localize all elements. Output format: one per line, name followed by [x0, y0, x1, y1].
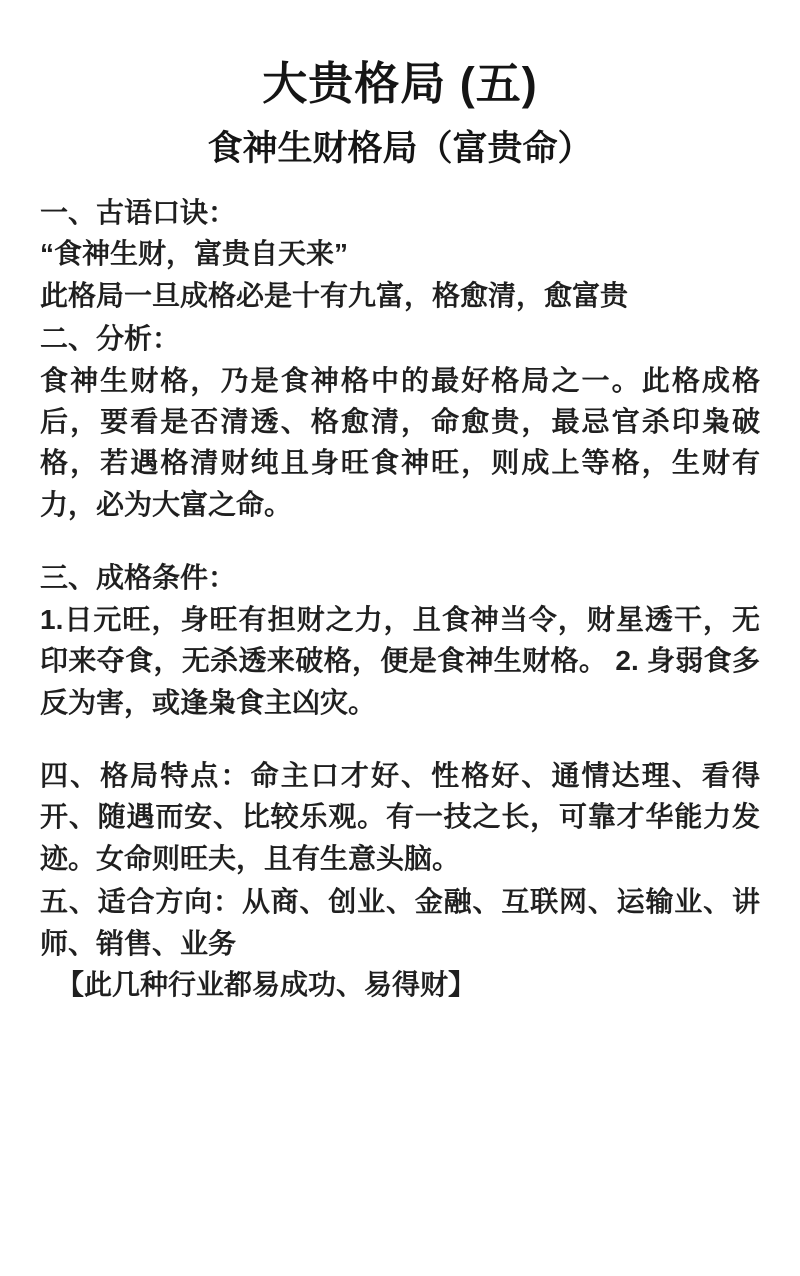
section-four-heading: 四、格局特点：: [40, 760, 251, 791]
page-subtitle: 食神生财格局（富贵命）: [207, 128, 593, 168]
section-two: [40, 318, 760, 525]
spacer-one: [40, 527, 760, 557]
section-three-heading: 三、成格条件：: [40, 562, 237, 594]
spacer-two: [40, 725, 760, 755]
section-five-text: 从商、创业、金融、互联网、运输业、讲师、销售、业务: [40, 886, 760, 959]
section-one-line-2: 此格局一旦成格必是十有九富，格愈清，愈富贵: [40, 279, 629, 311]
page-title: 大贵格局 (五): [262, 58, 538, 109]
section-four: [40, 755, 760, 879]
section-three: [40, 557, 760, 723]
section-five-footer: 【此几种行业都易成功、易得财】: [56, 969, 477, 1001]
section-three-paragraph: 1.日元旺，身旺有担财之力，且食神当令，财星透干，无印来夺食，无杀透来破格，便是食神生财格。 2. 身弱食多反为害，或逢枭食主凶灾。: [40, 603, 760, 718]
section-one-heading: 一、古语口诀：: [40, 196, 237, 228]
document-body: [40, 192, 760, 1006]
section-two-paragraph: 食神生财格，乃是食神格中的最好格局之一。此格成格后，要看是否清透、格愈清，命愈贵，最忌官杀印枭破格，若遇格清财纯且身旺食神旺，则成上等格，生财有力，必为大富之命。: [40, 364, 760, 520]
section-four-text: 命主口才好、性格好、通情达理、看得开、随遇而安、比较乐观。有一技之长，可靠才华能力发迹。女命则旺夫，且有生意头脑。: [40, 760, 760, 874]
section-five: [40, 881, 760, 1005]
section-two-heading: 二、分析：: [40, 323, 181, 355]
section-one-line-1: “食神生财，富贵自天来”: [40, 238, 349, 270]
section-one: [40, 192, 760, 316]
section-five-heading: 五、适合方向：: [40, 886, 242, 918]
